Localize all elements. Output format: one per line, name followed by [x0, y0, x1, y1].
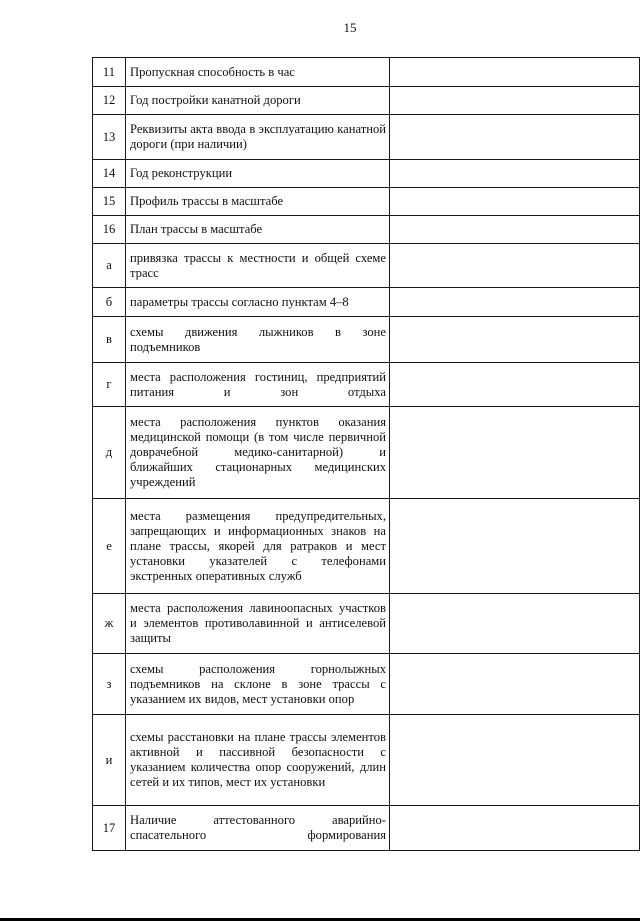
table-row-16: [93, 216, 640, 244]
row-value-cell[interactable]: [390, 160, 640, 188]
row-number: 12: [93, 87, 126, 115]
row-description: места расположения лавиноопасных участков и элементов противолавинной и антиселевой защиты: [126, 594, 390, 654]
table-row-g: [93, 363, 640, 407]
row-number: г: [93, 363, 126, 407]
row-description: места расположения пунктов оказания медицинской помощи (в том числе первичной доврачебной медико-санитарной) и ближайших стационарных медицинских учреждений: [126, 407, 390, 499]
row-value-cell[interactable]: [390, 188, 640, 216]
row-description: схемы расстановки на плане трассы элементов активной и пассивной безопасности с указанием количества опор сооружений, длин сетей и их типов, мест их установки: [126, 715, 390, 806]
table-row-i: [93, 715, 640, 806]
row-description: Наличие аттестованного аварийно-спасательного формирования: [126, 806, 390, 851]
row-number: д: [93, 407, 126, 499]
table-row-d: [93, 407, 640, 499]
row-number: б: [93, 288, 126, 317]
data-form-table: [92, 57, 640, 851]
row-value-cell[interactable]: [390, 407, 640, 499]
row-number: и: [93, 715, 126, 806]
row-description: План трассы в масштабе: [126, 216, 390, 244]
row-number: 16: [93, 216, 126, 244]
row-value-cell[interactable]: [390, 806, 640, 851]
row-value-cell[interactable]: [390, 288, 640, 317]
table-row-e: [93, 499, 640, 594]
row-description: схемы расположения горнолыжных подъемников на склоне в зоне трассы с указанием их видов, мест установки опор: [126, 654, 390, 715]
row-value-cell[interactable]: [390, 58, 640, 87]
row-value-cell[interactable]: [390, 87, 640, 115]
row-value-cell[interactable]: [390, 654, 640, 715]
table-row-13: [93, 115, 640, 160]
row-description: параметры трассы согласно пунктам 4–8: [126, 288, 390, 317]
table-row-b: [93, 288, 640, 317]
row-number: 14: [93, 160, 126, 188]
row-description: Год реконструкции: [126, 160, 390, 188]
row-number: 13: [93, 115, 126, 160]
row-description: места расположения гостиниц, предприятий питания и зон отдыха: [126, 363, 390, 407]
table-row-12: [93, 87, 640, 115]
page-number: 15: [343, 20, 357, 35]
row-number: 15: [93, 188, 126, 216]
row-value-cell[interactable]: [390, 363, 640, 407]
row-description: схемы движения лыжников в зоне подъемников: [126, 317, 390, 363]
row-number: 17: [93, 806, 126, 851]
table-row-z: [93, 654, 640, 715]
row-description: привязка трассы к местности и общей схеме трасс: [126, 244, 390, 288]
row-number: е: [93, 499, 126, 594]
table-row-zh: [93, 594, 640, 654]
row-number: ж: [93, 594, 126, 654]
row-value-cell[interactable]: [390, 499, 640, 594]
row-value-cell[interactable]: [390, 715, 640, 806]
row-value-cell[interactable]: [390, 216, 640, 244]
row-description: Реквизиты акта ввода в эксплуатацию канатной дороги (при наличии): [126, 115, 390, 160]
table-row-a: [93, 244, 640, 288]
row-description: Год постройки канатной дороги: [126, 87, 390, 115]
row-number: в: [93, 317, 126, 363]
row-value-cell[interactable]: [390, 594, 640, 654]
row-value-cell[interactable]: [390, 317, 640, 363]
row-description: Профиль трассы в масштабе: [126, 188, 390, 216]
row-description: Пропускная способность в час: [126, 58, 390, 87]
row-value-cell[interactable]: [390, 244, 640, 288]
row-description: места размещения предупредительных, запрещающих и информационных знаков на плане трассы, якорей для ратраков и мест установки указателей с телефонами экстренных оперативных служб: [126, 499, 390, 594]
row-number: з: [93, 654, 126, 715]
row-number: 11: [93, 58, 126, 87]
row-value-cell[interactable]: [390, 115, 640, 160]
table-row-17: [93, 806, 640, 851]
table-row-v: [93, 317, 640, 363]
table-row-11: [93, 58, 640, 87]
table-row-14: [93, 160, 640, 188]
row-number: а: [93, 244, 126, 288]
table-row-15: [93, 188, 640, 216]
